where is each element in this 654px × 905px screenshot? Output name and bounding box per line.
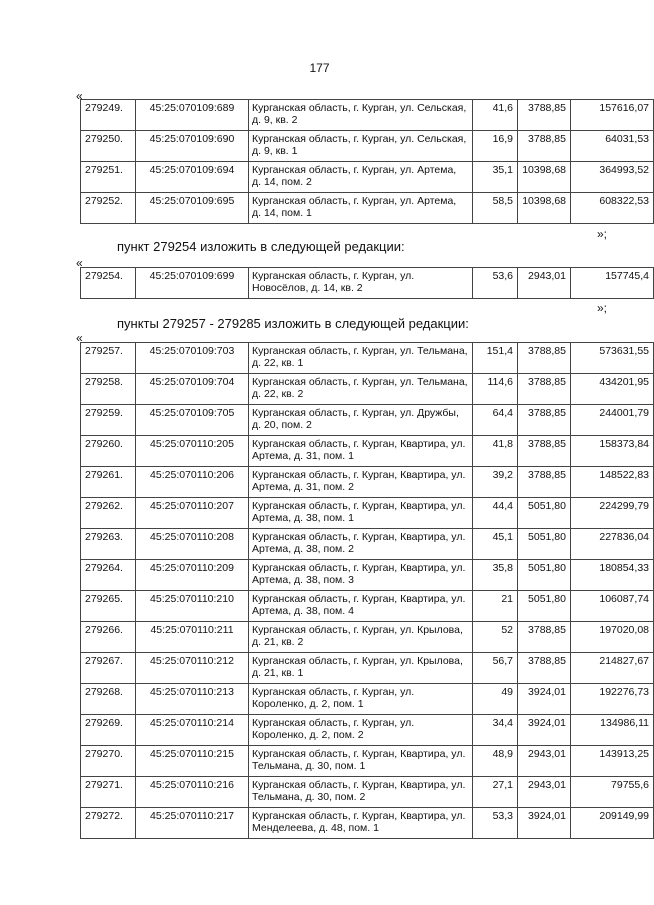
- table-row: [81, 777, 654, 808]
- table-row: [81, 100, 654, 131]
- opening-quote-3: «: [76, 331, 83, 345]
- cell-address: Курганская область, г. Курган, ул. Крылова, д. 21, кв. 1: [249, 653, 473, 684]
- closing-quote-2: »;: [597, 301, 608, 315]
- cell-cadastral-value: 79755,6: [571, 777, 654, 808]
- table-row: [81, 653, 654, 684]
- cell-unit-value: 5051,80: [518, 529, 571, 560]
- cell-area: 52: [473, 622, 518, 653]
- cell-cadastral-value: 434201,95: [571, 374, 654, 405]
- cell-cadastral-number: 45:25:070110:207: [136, 498, 249, 529]
- cell-area: 53,3: [473, 808, 518, 839]
- cell-cadastral-value: 148522,83: [571, 467, 654, 498]
- table-row: [81, 498, 654, 529]
- cell-number: 279259.: [81, 405, 136, 436]
- cell-address: Курганская область, г. Курган, Квартира, ул. Тельмана, д. 30, пом. 1: [249, 746, 473, 777]
- cell-cadastral-number: 45:25:070109:689: [136, 100, 249, 131]
- cell-number: 279254.: [81, 268, 136, 299]
- cell-cadastral-number: 45:25:070109:695: [136, 193, 249, 224]
- cell-cadastral-number: 45:25:070109:694: [136, 162, 249, 193]
- cell-cadastral-value: 224299,79: [571, 498, 654, 529]
- cell-number: 279260.: [81, 436, 136, 467]
- cell-number: 279251.: [81, 162, 136, 193]
- cell-area: 34,4: [473, 715, 518, 746]
- cell-address: Курганская область, г. Курган, Квартира, ул. Тельмана, д. 30, пом. 2: [249, 777, 473, 808]
- cell-unit-value: 10398,68: [518, 162, 571, 193]
- table-row: [81, 591, 654, 622]
- table-row: [81, 162, 654, 193]
- cell-cadastral-value: 364993,52: [571, 162, 654, 193]
- cell-number: 279266.: [81, 622, 136, 653]
- cell-area: 16,9: [473, 131, 518, 162]
- cell-unit-value: 3788,85: [518, 374, 571, 405]
- cell-address: Курганская область, г. Курган, ул. Сельская, д. 9, кв. 1: [249, 131, 473, 162]
- cell-area: 56,7: [473, 653, 518, 684]
- cell-area: 39,2: [473, 467, 518, 498]
- cell-unit-value: 5051,80: [518, 591, 571, 622]
- registry-table-1: [80, 99, 654, 224]
- cell-number: 279272.: [81, 808, 136, 839]
- cell-cadastral-value: 608322,53: [571, 193, 654, 224]
- cell-cadastral-number: 45:25:070110:209: [136, 560, 249, 591]
- cell-area: 45,1: [473, 529, 518, 560]
- cell-cadastral-value: 244001,79: [571, 405, 654, 436]
- cell-unit-value: 3788,85: [518, 653, 571, 684]
- cell-number: 279268.: [81, 684, 136, 715]
- cell-number: 279269.: [81, 715, 136, 746]
- cell-unit-value: 3788,85: [518, 100, 571, 131]
- amendment-instruction-2: пункты 279257 - 279285 изложить в следующей редакции:: [117, 316, 469, 331]
- amendment-instruction-1: пункт 279254 изложить в следующей редакции:: [117, 239, 405, 254]
- cell-address: Курганская область, г. Курган, Квартира, ул. Артема, д. 31, пом. 1: [249, 436, 473, 467]
- cell-cadastral-number: 45:25:070109:703: [136, 343, 249, 374]
- cell-unit-value: 3788,85: [518, 131, 571, 162]
- cell-number: 279262.: [81, 498, 136, 529]
- cell-area: 27,1: [473, 777, 518, 808]
- cell-cadastral-value: 143913,25: [571, 746, 654, 777]
- cell-address: Курганская область, г. Курган, Квартира, ул. Артема, д. 38, пом. 3: [249, 560, 473, 591]
- cell-area: 53,6: [473, 268, 518, 299]
- table-row: [81, 715, 654, 746]
- cell-unit-value: 3924,01: [518, 808, 571, 839]
- cell-address: Курганская область, г. Курган, ул. Дружбы, д. 20, пом. 2: [249, 405, 473, 436]
- table-row: [81, 746, 654, 777]
- cell-unit-value: 10398,68: [518, 193, 571, 224]
- cell-unit-value: 3788,85: [518, 343, 571, 374]
- cell-cadastral-value: 227836,04: [571, 529, 654, 560]
- table-row: [81, 405, 654, 436]
- cell-address: Курганская область, г. Курган, ул. Тельмана, д. 22, кв. 1: [249, 343, 473, 374]
- cell-address: Курганская область, г. Курган, Квартира, ул. Артема, д. 31, пом. 2: [249, 467, 473, 498]
- cell-number: 279258.: [81, 374, 136, 405]
- opening-quote-1: «: [76, 89, 83, 103]
- table-row: [81, 374, 654, 405]
- cell-unit-value: 3924,01: [518, 684, 571, 715]
- cell-number: 279252.: [81, 193, 136, 224]
- cell-area: 41,6: [473, 100, 518, 131]
- cell-cadastral-value: 573631,55: [571, 343, 654, 374]
- cell-cadastral-value: 197020,08: [571, 622, 654, 653]
- cell-address: Курганская область, г. Курган, Квартира, ул. Менделеева, д. 48, пом. 1: [249, 808, 473, 839]
- cell-cadastral-number: 45:25:070109:690: [136, 131, 249, 162]
- table-row: [81, 560, 654, 591]
- cell-address: Курганская область, г. Курган, Квартира, ул. Артема, д. 38, пом. 4: [249, 591, 473, 622]
- table-row: [81, 436, 654, 467]
- cell-unit-value: 5051,80: [518, 560, 571, 591]
- cell-unit-value: 2943,01: [518, 268, 571, 299]
- cell-cadastral-number: 45:25:070110:211: [136, 622, 249, 653]
- cell-area: 151,4: [473, 343, 518, 374]
- cell-number: 279271.: [81, 777, 136, 808]
- cell-cadastral-number: 45:25:070109:699: [136, 268, 249, 299]
- cell-cadastral-value: 214827,67: [571, 653, 654, 684]
- cell-unit-value: 2943,01: [518, 777, 571, 808]
- cell-unit-value: 2943,01: [518, 746, 571, 777]
- cell-cadastral-number: 45:25:070110:217: [136, 808, 249, 839]
- page-number: 177: [309, 61, 330, 75]
- cell-cadastral-value: 180854,33: [571, 560, 654, 591]
- cell-unit-value: 3788,85: [518, 405, 571, 436]
- cell-cadastral-number: 45:25:070110:216: [136, 777, 249, 808]
- cell-cadastral-value: 106087,74: [571, 591, 654, 622]
- cell-cadastral-number: 45:25:070110:205: [136, 436, 249, 467]
- cell-cadastral-number: 45:25:070110:214: [136, 715, 249, 746]
- cell-cadastral-number: 45:25:070109:704: [136, 374, 249, 405]
- table-row: [81, 131, 654, 162]
- cell-cadastral-value: 157616,07: [571, 100, 654, 131]
- cell-area: 49: [473, 684, 518, 715]
- cell-unit-value: 3788,85: [518, 622, 571, 653]
- closing-quote-1: »;: [597, 227, 608, 241]
- cell-area: 48,9: [473, 746, 518, 777]
- cell-number: 279249.: [81, 100, 136, 131]
- cell-address: Курганская область, г. Курган, ул. Короленко, д. 2, пом. 2: [249, 715, 473, 746]
- cell-cadastral-value: 134986,11: [571, 715, 654, 746]
- cell-cadastral-value: 158373,84: [571, 436, 654, 467]
- cell-number: 279257.: [81, 343, 136, 374]
- cell-cadastral-number: 45:25:070110:208: [136, 529, 249, 560]
- cell-address: Курганская область, г. Курган, ул. Тельмана, д. 22, кв. 2: [249, 374, 473, 405]
- cell-unit-value: 3788,85: [518, 436, 571, 467]
- cell-address: Курганская область, г. Курган, ул. Сельская, д. 9, кв. 2: [249, 100, 473, 131]
- cell-number: 279267.: [81, 653, 136, 684]
- cell-address: Курганская область, г. Курган, Квартира, ул. Артема, д. 38, пом. 1: [249, 498, 473, 529]
- cell-area: 41,8: [473, 436, 518, 467]
- cell-cadastral-number: 45:25:070110:212: [136, 653, 249, 684]
- cell-number: 279263.: [81, 529, 136, 560]
- cell-area: 114,6: [473, 374, 518, 405]
- cell-number: 279250.: [81, 131, 136, 162]
- cell-address: Курганская область, г. Курган, ул. Короленко, д. 2, пом. 1: [249, 684, 473, 715]
- cell-cadastral-value: 209149,99: [571, 808, 654, 839]
- cell-area: 35,1: [473, 162, 518, 193]
- table-row: [81, 268, 654, 299]
- cell-area: 21: [473, 591, 518, 622]
- cell-address: Курганская область, г. Курган, ул. Новосёлов, д. 14, кв. 2: [249, 268, 473, 299]
- registry-table-3: [80, 342, 654, 839]
- cell-number: 279264.: [81, 560, 136, 591]
- cell-cadastral-number: 45:25:070110:213: [136, 684, 249, 715]
- cell-area: 58,5: [473, 193, 518, 224]
- table-row: [81, 467, 654, 498]
- cell-number: 279265.: [81, 591, 136, 622]
- cell-unit-value: 3924,01: [518, 715, 571, 746]
- cell-area: 35,8: [473, 560, 518, 591]
- table-row: [81, 529, 654, 560]
- cell-cadastral-number: 45:25:070110:206: [136, 467, 249, 498]
- cell-address: Курганская область, г. Курган, ул. Артема, д. 14, пом. 1: [249, 193, 473, 224]
- cell-cadastral-number: 45:25:070109:705: [136, 405, 249, 436]
- cell-unit-value: 3788,85: [518, 467, 571, 498]
- table-row: [81, 808, 654, 839]
- table-row: [81, 684, 654, 715]
- cell-unit-value: 5051,80: [518, 498, 571, 529]
- table-row: [81, 622, 654, 653]
- cell-cadastral-value: 64031,53: [571, 131, 654, 162]
- table-row: [81, 193, 654, 224]
- cell-cadastral-number: 45:25:070110:210: [136, 591, 249, 622]
- table-row: [81, 343, 654, 374]
- cell-number: 279261.: [81, 467, 136, 498]
- registry-table-2: [80, 267, 654, 299]
- cell-number: 279270.: [81, 746, 136, 777]
- cell-area: 44,4: [473, 498, 518, 529]
- cell-cadastral-value: 157745,4: [571, 268, 654, 299]
- cell-cadastral-value: 192276,73: [571, 684, 654, 715]
- cell-area: 64,4: [473, 405, 518, 436]
- cell-address: Курганская область, г. Курган, ул. Артема, д. 14, пом. 2: [249, 162, 473, 193]
- opening-quote-2: «: [76, 256, 83, 270]
- cell-address: Курганская область, г. Курган, Квартира, ул. Артема, д. 38, пом. 2: [249, 529, 473, 560]
- cell-address: Курганская область, г. Курган, ул. Крылова, д. 21, кв. 2: [249, 622, 473, 653]
- cell-cadastral-number: 45:25:070110:215: [136, 746, 249, 777]
